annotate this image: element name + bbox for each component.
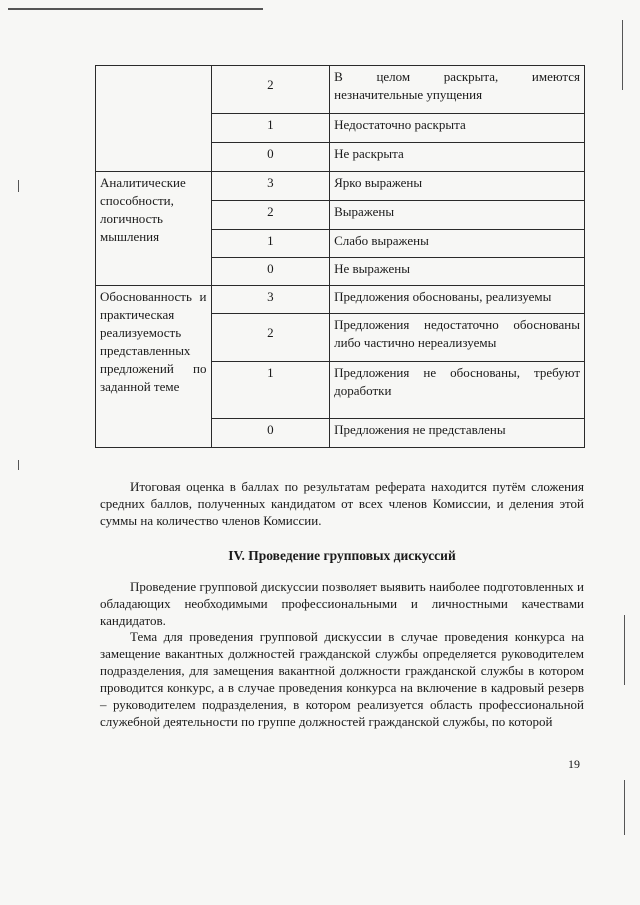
description-cell: Предложения не обоснованы, требуют доработки <box>330 362 585 419</box>
score-cell: 0 <box>211 143 330 172</box>
evaluation-table <box>95 65 585 448</box>
description-cell: В целом раскрыта, имеются незначительные упущения <box>330 66 585 114</box>
score-cell: 2 <box>211 201 330 230</box>
description-cell: Не выражены <box>330 258 585 286</box>
description-cell: Не раскрыта <box>330 143 585 172</box>
scan-artifact-right-2 <box>624 615 625 685</box>
score-cell: 1 <box>211 114 330 143</box>
paragraph-1: Проведение групповой дискуссии позволяет выявить наиболее подготовленных и обладающих необходимыми профессиональными и личностными качествами кандидатов. <box>100 579 584 628</box>
score-cell: 1 <box>211 362 330 419</box>
description-cell: Предложения недостаточно обоснованы либо частично нереализуемы <box>330 314 585 362</box>
section-heading: IV. Проведение групповых дискуссий <box>228 548 456 563</box>
score-cell: 3 <box>211 286 330 314</box>
description-cell: Слабо выражены <box>330 230 585 258</box>
description-cell: Предложения обоснованы, реализуемы <box>330 286 585 314</box>
criterion-cell: Аналитические способности, логичность мышления <box>96 172 212 286</box>
scan-artifact-top <box>8 8 263 10</box>
description-cell: Ярко выражены <box>330 172 585 201</box>
score-cell: 2 <box>211 66 330 114</box>
score-cell: 0 <box>211 258 330 286</box>
score-cell: 1 <box>211 230 330 258</box>
scan-artifact-right-1 <box>622 20 623 90</box>
page-number: 19 <box>568 757 580 771</box>
description-cell: Выражены <box>330 201 585 230</box>
scan-artifact-right-3 <box>624 780 625 835</box>
score-cell: 0 <box>211 419 330 448</box>
score-cell: 3 <box>211 172 330 201</box>
paragraph-2: Тема для проведения групповой дискуссии в случае проведения конкурса на замещение вакантных должностей гражданской службы определяется руководителем подразделения, для замещения вакантной должности гражданской службы в котором проводится конкурс, а в случае проведения конкурса на включение в кадровый резерв – руководителем подразделения, в котором реализуется область профессиональной служебной деятельности по группе должностей гражданской службы, по которой <box>100 629 584 729</box>
scan-artifact-left-1 <box>18 180 19 192</box>
scan-artifact-left-2 <box>18 460 19 470</box>
criterion-cell <box>96 66 212 172</box>
description-cell: Предложения не представлены <box>330 419 585 448</box>
score-cell: 2 <box>211 314 330 362</box>
description-cell: Недостаточно раскрыта <box>330 114 585 143</box>
criterion-cell: Обоснованность и практическая реализуемость представленных предложений по заданной теме <box>96 286 212 448</box>
table-row <box>96 66 585 114</box>
table-row <box>96 172 585 201</box>
final-score-paragraph: Итоговая оценка в баллах по результатам реферата находится путём сложения средних баллов, полученных кандидатом от всех членов Комиссии, и деления этой суммы на количество членов Комиссии. <box>100 479 584 528</box>
table-row <box>96 286 585 314</box>
